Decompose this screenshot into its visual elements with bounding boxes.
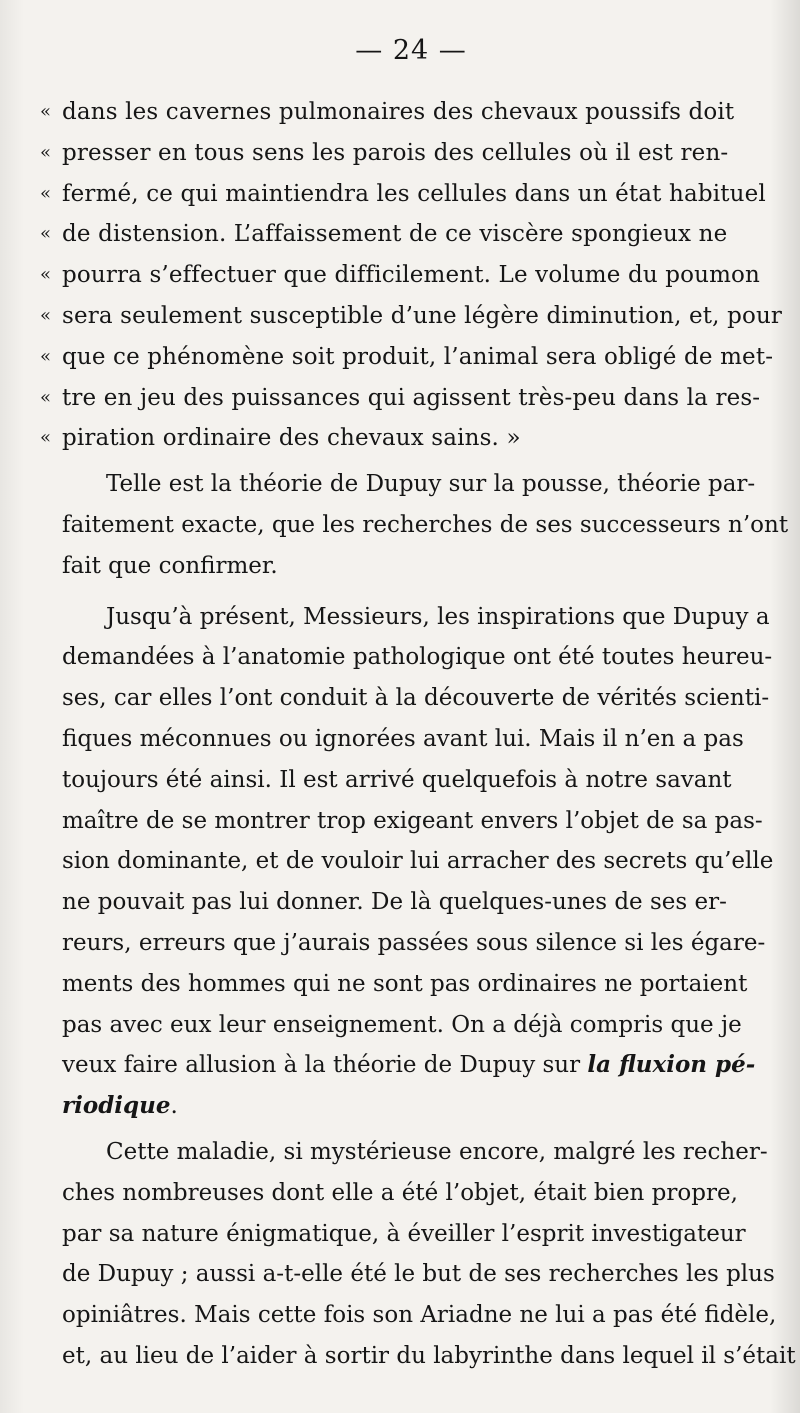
quote-line-text: fermé, ce qui maintiendra les cellules dans un état habituel [62,180,766,207]
quote-line [40,92,760,133]
quote-mark: « [40,345,52,367]
quote-mark: « [40,264,52,286]
quote-mark: « [40,386,52,408]
quote-line [40,378,761,419]
paragraph-line: faitement exacte, que les recherches de ses successeurs n’ont [62,511,789,538]
paragraph-line-text: veux faire allusion à la théorie de Dupuy sur [62,1052,588,1079]
quote-line [40,337,774,378]
paragraph-line: et, au lieu de l’aider à sortir du labyrinthe dans lequel il s’était [62,1342,796,1369]
paragraph-gap [62,587,760,597]
quote-line-text: piration ordinaire des chevaux sains. » [62,425,521,452]
paragraph-line: ches nombreuses dont elle a été l’objet, était bien propre, [62,1179,738,1206]
paragraph-2 [62,597,774,1127]
paragraph-line: Cette maladie, si mystérieuse encore, malgré les recher- [106,1138,768,1165]
paragraph-line: toujours été ainsi. Il est arrivé quelquefois à notre savant [62,766,732,793]
quote-mark: « [40,182,52,204]
quote-mark: « [40,304,52,326]
quote-line [40,174,766,215]
paragraph-line-text: . [170,1093,178,1120]
quote-mark: « [40,101,52,122]
quote-line-text: tre en jeu des puissances qui agissent très-peu dans la res- [62,384,761,411]
paragraph-line: Telle est la théorie de Dupuy sur la pousse, théorie par- [106,471,756,498]
paragraph-line: fait que confirmer. [62,552,278,579]
italic-term-part-1: la fluxion pé- [587,1051,756,1079]
paragraph-line: ne pouvait pas lui donner. De là quelques-unes de ses er- [62,889,727,916]
paragraph-line: maître de se montrer trop exigeant envers l’objet de sa pas- [62,807,763,834]
quotation-block [40,92,783,459]
paragraph-line: demandées à l’anatomie pathologique ont été toutes heureu- [62,644,773,671]
paragraph-3 [62,1132,796,1377]
quote-mark: « [40,427,52,449]
paragraph-line: opiniâtres. Mais cette fois son Ariadne ne lui a pas été fidèle, [62,1302,777,1329]
quote-mark: « [40,141,52,163]
page-number: — 24 — [355,35,467,66]
paragraph-line: Jusqu’à présent, Messieurs, les inspirations que Dupuy a [106,603,770,630]
paragraph-line: sion dominante, et de vouloir lui arracher des secrets qu’elle [62,848,774,875]
quote-line-text: que ce phénomène soit produit, l’animal sera obligé de met- [62,343,774,370]
quote-line-text: de distension. L’affaissement de ce viscère spongieux ne [62,221,728,248]
quote-line [40,133,760,174]
paragraph-line: reurs, erreurs que j’aurais passées sous silence si les égare- [62,929,766,956]
paragraph-1 [62,464,789,586]
quote-line-text: presser en tous sens les parois des cellules où il est ren- [62,139,729,166]
quote-line-text: sera seulement susceptible d’une légère diminution, et, pour [62,302,783,329]
paragraph-line: de Dupuy ; aussi a-t-elle été le but de ses recherches les plus [62,1261,775,1288]
paragraph-line: pas avec eux leur enseignement. On a déjà compris que je [62,1011,742,1038]
italic-term-part-2: riodique [62,1092,171,1120]
paragraph-line: ments des hommes qui ne sont pas ordinaires ne portaient [62,970,748,997]
paragraph-line-with-italic [62,1045,760,1086]
quote-mark: « [40,223,52,245]
quote-line [40,214,760,255]
quote-line [40,296,783,337]
quote-line [40,255,761,296]
quote-line-text: dans les cavernes pulmonaires des chevaux poussifs doit [62,99,735,125]
paragraph-line-with-italic [62,1086,760,1127]
quote-line [40,418,760,459]
paragraph-line: fiques méconnues ou ignorées avant lui. Mais il n’en a pas [62,725,744,752]
paragraph-line: par sa nature énigmatique, à éveiller l’esprit investigateur [62,1220,746,1247]
quote-line-text: pourra s’effectuer que difficilement. Le volume du poumon [62,262,761,289]
paragraph-line: ses, car elles l’ont conduit à la découverte de vérités scienti- [62,685,770,712]
